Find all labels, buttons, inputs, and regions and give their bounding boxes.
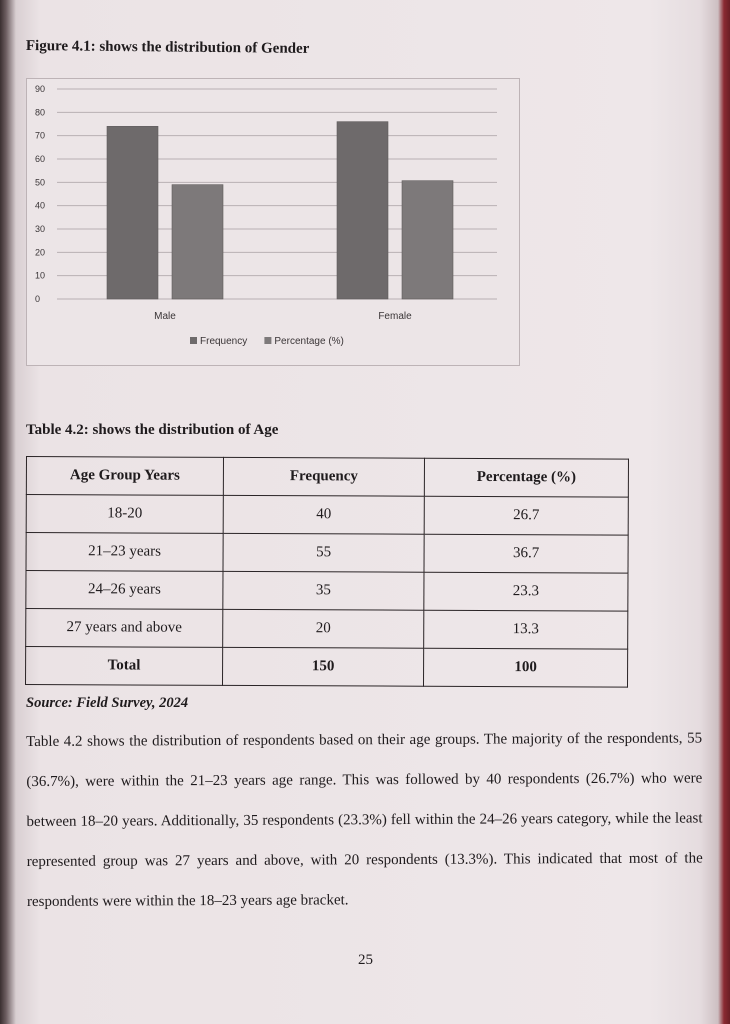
header-frequency: Frequency <box>223 457 424 496</box>
y-tick-label: 20 <box>35 247 46 258</box>
table-title: Table 4.2: shows the distribution of Age <box>26 422 279 438</box>
cell-percentage: 26.7 <box>424 496 628 535</box>
bar-frequency-male <box>107 126 158 299</box>
table-source: Source: Field Survey, 2024 <box>26 695 189 711</box>
cell-age-group: 27 years and above <box>26 609 223 648</box>
age-distribution-table <box>25 456 629 688</box>
bar-frequency-female <box>337 122 388 299</box>
cell-total-percentage: 100 <box>423 648 627 687</box>
cell-frequency: 55 <box>223 533 424 572</box>
table-total-row <box>26 647 628 688</box>
cell-percentage: 13.3 <box>424 610 628 649</box>
x-category-label: Male <box>154 311 176 322</box>
bar-percentage-male <box>172 185 223 299</box>
table-row <box>26 495 628 536</box>
y-tick-label: 30 <box>35 224 46 234</box>
header-age-group: Age Group Years <box>26 457 223 496</box>
y-tick-label: 10 <box>35 270 46 281</box>
cell-age-group: 24–26 years <box>26 571 223 610</box>
y-tick-label: 60 <box>35 154 46 164</box>
y-tick-label: 70 <box>35 130 46 141</box>
cell-percentage: 36.7 <box>424 534 628 573</box>
table-header-row <box>26 457 628 498</box>
cell-age-group: 21–23 years <box>26 533 223 572</box>
y-tick-label: 40 <box>35 200 46 211</box>
legend-swatch <box>264 337 271 344</box>
table-row <box>26 609 628 650</box>
y-tick-label: 0 <box>35 294 41 304</box>
cell-total-frequency: 150 <box>223 647 424 686</box>
gender-bar-chart-svg <box>27 79 519 365</box>
cell-age-group: 18-20 <box>26 495 223 534</box>
cell-percentage: 23.3 <box>424 572 628 611</box>
bar-percentage-female <box>402 181 453 299</box>
y-tick-label: 80 <box>35 107 46 118</box>
x-category-label: Female <box>378 311 412 322</box>
y-tick-label: 90 <box>35 84 46 94</box>
cell-frequency: 20 <box>223 609 424 648</box>
legend-label: Frequency <box>200 336 248 347</box>
body-paragraph: Table 4.2 shows the distribution of respondents based on their age groups. The majority of the respondents, 55 (36.7%), were within the 21–23 years age range. This was followed by 40 respondents (26.7%) who were between 18–20 years. Additionally, 35 respondents (23.3%) fell within the 24–26 years category, while the least represented group was 27 years and above, with 20 respondents (13.3%). This indicated that most of the respondents were within the 18–23 years age bracket. <box>26 730 703 910</box>
y-tick-label: 50 <box>35 177 46 188</box>
cell-total-label: Total <box>26 647 223 686</box>
table-row <box>26 571 628 612</box>
header-percentage: Percentage (%) <box>424 458 628 497</box>
figure-title: Figure 4.1: shows the distribution of Gender <box>25 38 310 57</box>
table-row <box>26 533 628 574</box>
page-number: 25 <box>358 952 373 968</box>
legend-swatch <box>190 337 197 344</box>
cell-frequency: 35 <box>223 571 424 610</box>
cell-frequency: 40 <box>223 495 424 534</box>
gender-chart <box>26 78 520 366</box>
legend-label: Percentage (%) <box>274 336 344 347</box>
